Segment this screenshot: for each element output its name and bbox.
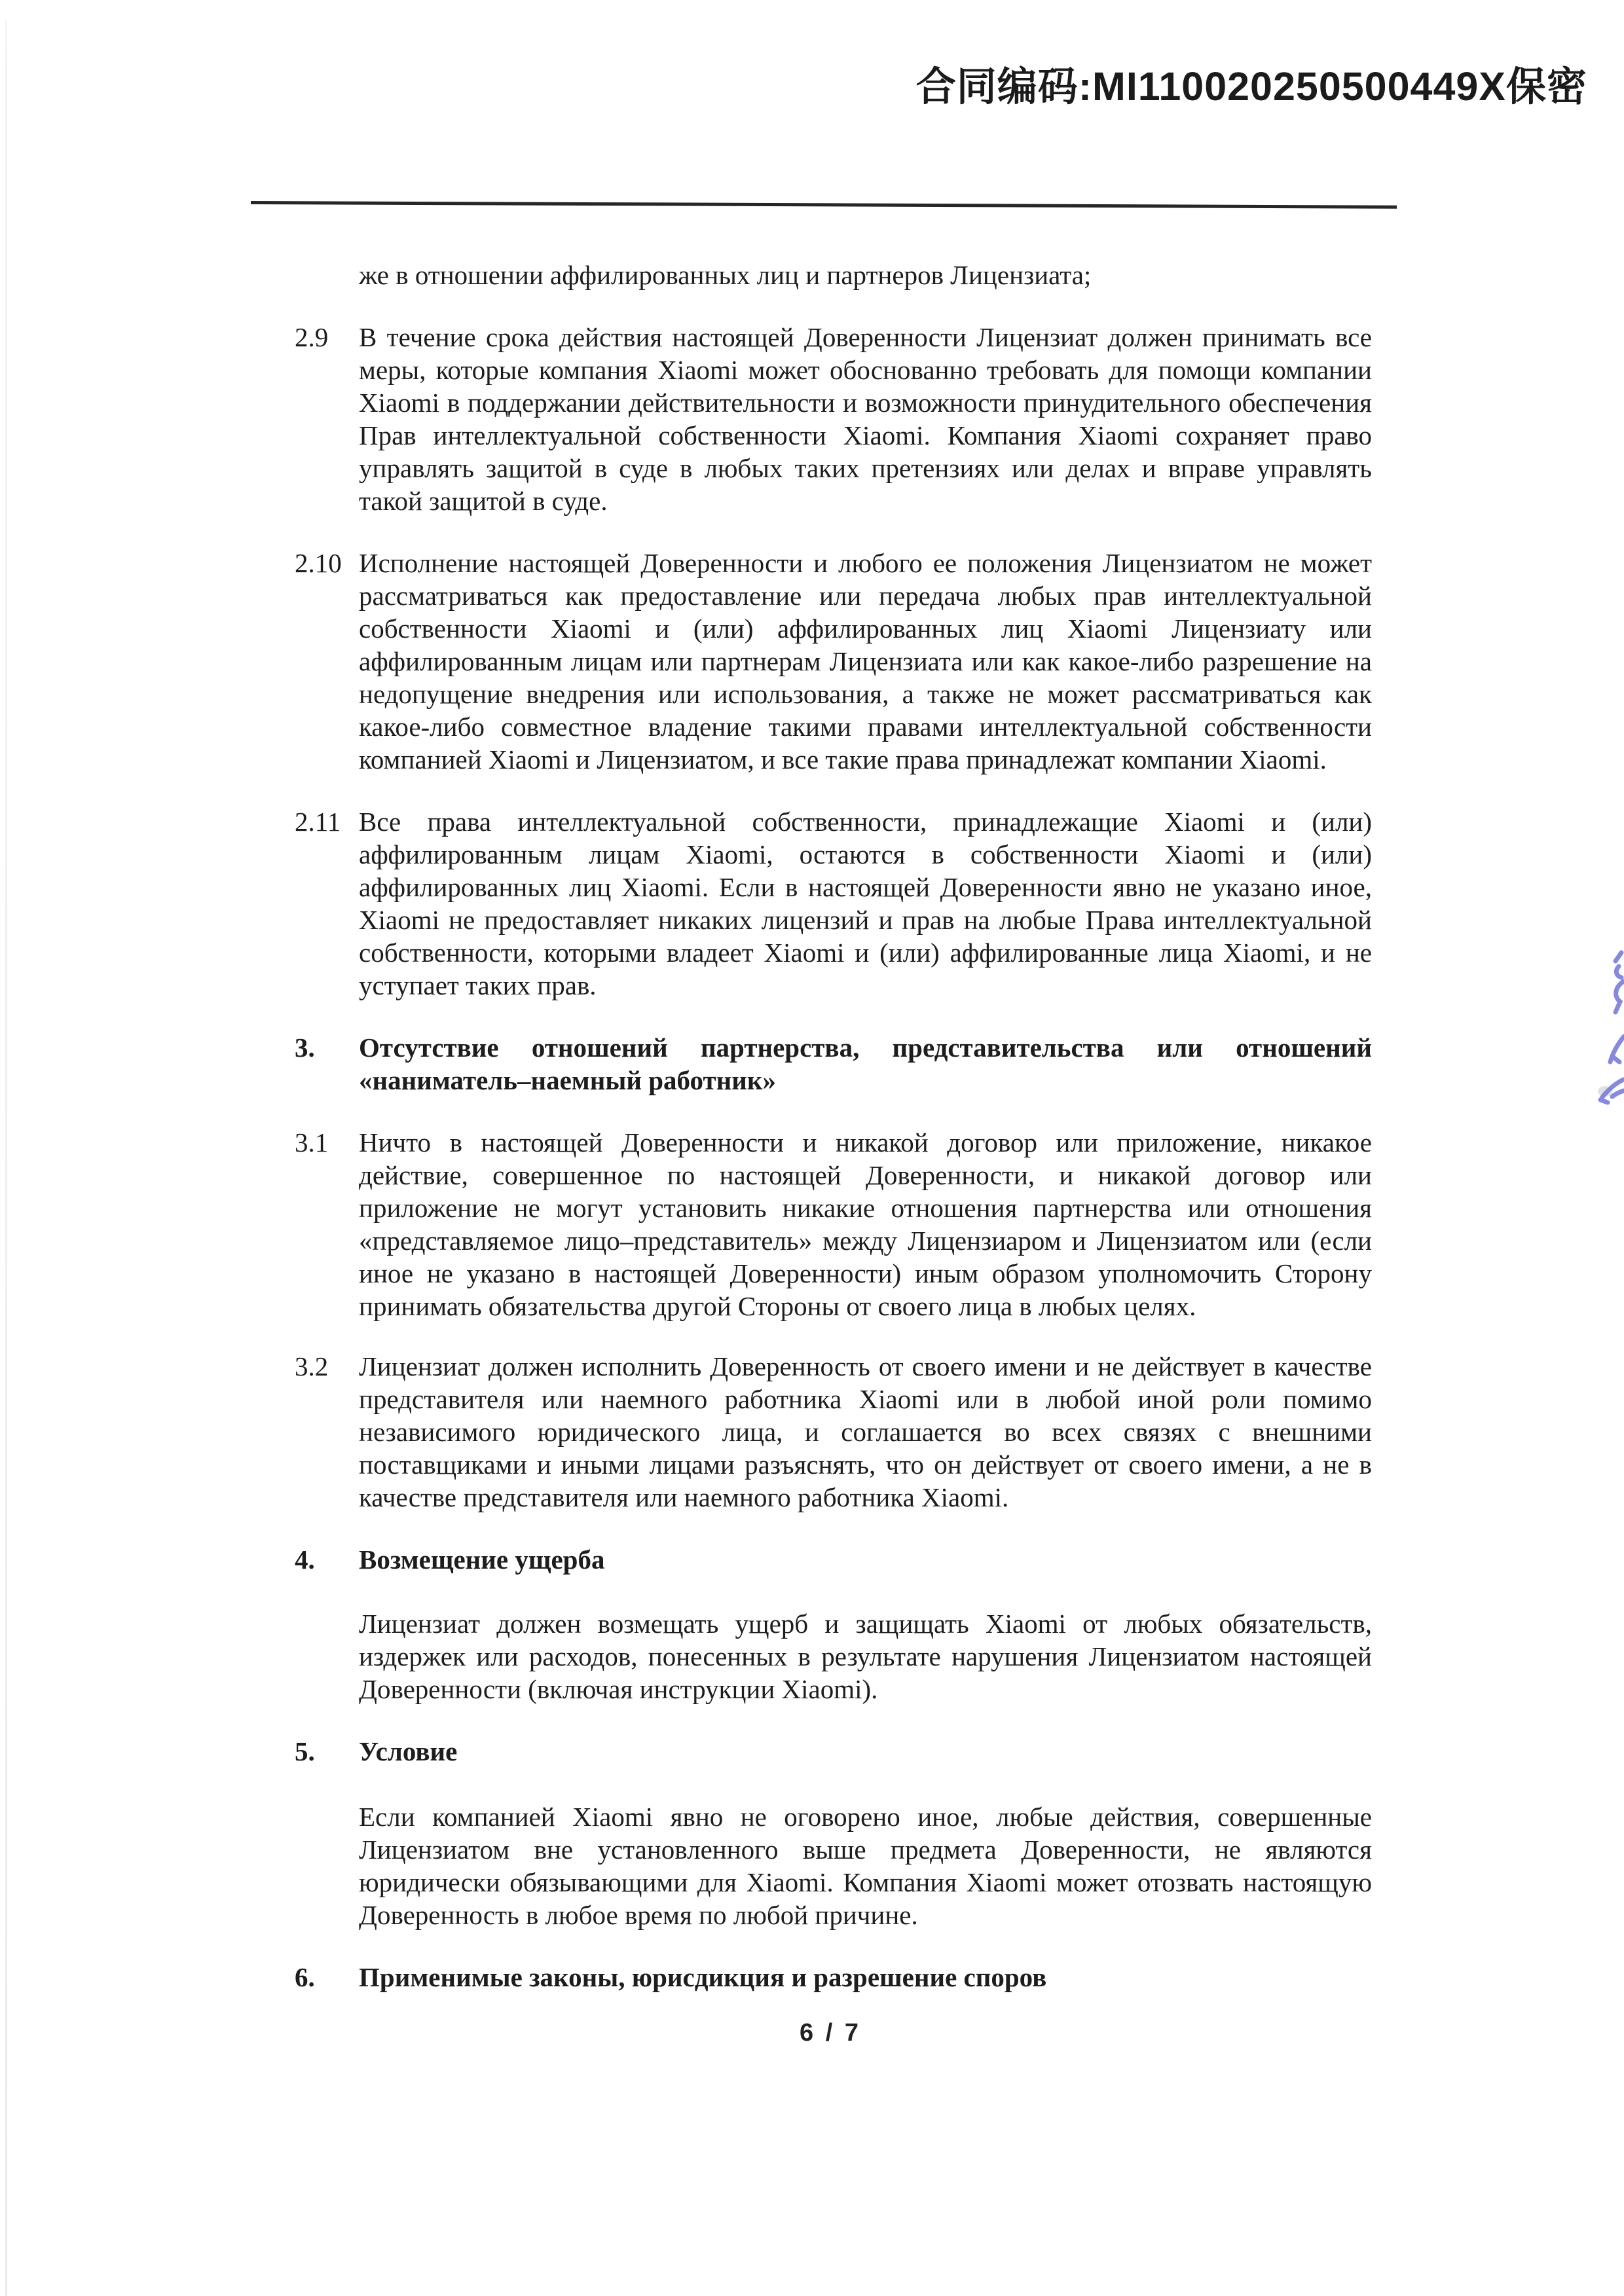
section-number: 6. bbox=[295, 1962, 315, 1992]
clause-number: 2.10 bbox=[295, 548, 342, 578]
section-number: 4. bbox=[295, 1544, 315, 1575]
clause-2-11 bbox=[295, 805, 1372, 1002]
section-5-paragraph bbox=[295, 1800, 1372, 1931]
section-title: Применимые законы, юрисдикция и разрешение споров bbox=[359, 1962, 1047, 1992]
clause-number: 3.2 bbox=[295, 1351, 329, 1381]
clause-2-9 bbox=[295, 321, 1372, 517]
clause-3-1 bbox=[295, 1126, 1372, 1322]
clause-text: Если компанией Xiaomi явно не оговорено иное, любые действия, совершенные Лицензиатом вне установленного выше предмета Доверенности, не являются юридически обязывающими для Xiaomi. Компания Xiaomi может отозвать настоящую Доверенность в любое время по любой причине. bbox=[359, 1802, 1372, 1930]
scan-edge-artifact bbox=[5, 20, 7, 2296]
clause-3-2 bbox=[295, 1350, 1372, 1514]
clause-number: 3.1 bbox=[295, 1127, 329, 1157]
section-title: Отсутствие отношений партнерства, представительства или отношений «наниматель–наемный работник» bbox=[359, 1032, 1372, 1095]
clause-number: 2.9 bbox=[295, 322, 329, 352]
section-number: 3. bbox=[295, 1032, 315, 1063]
section-5-heading bbox=[295, 1735, 1372, 1768]
clause-text: Лицензиат должен исполнить Доверенность от своего имени и не действует в качестве представителя или наемного работника Xiaomi или в любой иной роли помимо независимого юридического лица, и соглашается во всех связях с внешними поставщиками и иными лицами разъяснять, что он действует от своего имени, а не в качестве представителя или наемного работника Xiaomi. bbox=[359, 1351, 1372, 1512]
clause-2-10 bbox=[295, 547, 1372, 776]
section-3-heading bbox=[295, 1031, 1372, 1097]
section-4-paragraph bbox=[295, 1607, 1372, 1705]
section-number: 5. bbox=[295, 1736, 315, 1766]
clause-continuation bbox=[295, 259, 1372, 291]
clause-text: Лицензиат должен возмещать ущерб и защищать Xiaomi от любых обязательств, издержек или расходов, понесенных в результате нарушения Лицензиатом настоящей Доверенности (включая инструкции Xiaomi). bbox=[359, 1609, 1372, 1704]
clause-text: В течение срока действия настоящей Доверенности Лицензиат должен принимать все меры, которые компания Xiaomi может обоснованно требовать для помощи компании Xiaomi в поддержании действительности и возможности принудительного обеспечения Прав интеллектуальной собственности Xiaomi. Компания Xiaomi сохраняет право управлять защитой в суде в любых таких претензиях или делах и вправе управлять такой защитой в суде. bbox=[359, 322, 1372, 516]
section-title: Возмещение ущерба bbox=[359, 1544, 605, 1575]
section-title: Условие bbox=[359, 1736, 458, 1766]
section-6-heading bbox=[295, 1961, 1372, 1994]
page-number: 6 / 7 bbox=[800, 2019, 861, 2047]
contract-code-header: 合同编码:MI110020250500449X保密 bbox=[915, 64, 1587, 109]
clause-text: Исполнение настоящей Доверенности и любого ее положения Лицензиатом не может рассматриваться как предоставление или передача любых прав интеллектуальной собственности Xiaomi и (или) аффилированных лиц Xiaomi Лицензиату или аффилированным лицам или партнерам Лицензиата или как какое-либо разрешение на недопущение внедрения или использования, а также не может рассматриваться как какое-либо совместное владение такими правами интеллектуальной собственности компанией Xiaomi и Лицензиатом, и все такие права принадлежат компании Xiaomi. bbox=[359, 548, 1372, 774]
clause-text: же в отношении аффилированных лиц и партнеров Лицензиата; bbox=[359, 260, 1092, 290]
clause-text: Ничто в настоящей Доверенности и никакой договор или приложение, никакое действие, совершенное по настоящей Доверенности, и никакой договор или приложение не могут установить никакие отношения партнерства или отношения «представляемое лицо–представитель» между Лицензиаром и Лицензиатом или (если иное не указано в настоящей Доверенности) иным образом уполномочить Сторону принимать обязательства другой Стороны от своего лица в любых целях. bbox=[359, 1127, 1372, 1321]
clause-number: 2.11 bbox=[295, 807, 341, 837]
section-4-heading bbox=[295, 1543, 1372, 1576]
header-rule-line bbox=[251, 201, 1397, 209]
clause-text: Все права интеллектуальной собственности, принадлежащие Xiaomi и (или) аффилированным лицам Xiaomi, остаются в собственности Xiaomi и (или) аффилированных лиц Xiaomi. Если в настоящей Доверенности явно не указано иное, Xiaomi не предоставляет никаких лицензий и прав на любые Права интеллектуальной собственности, которыми владеет Xiaomi и (или) аффилированные лица Xiaomi, и не уступает таких прав. bbox=[359, 807, 1372, 1000]
ink-marks bbox=[1562, 945, 1624, 1108]
